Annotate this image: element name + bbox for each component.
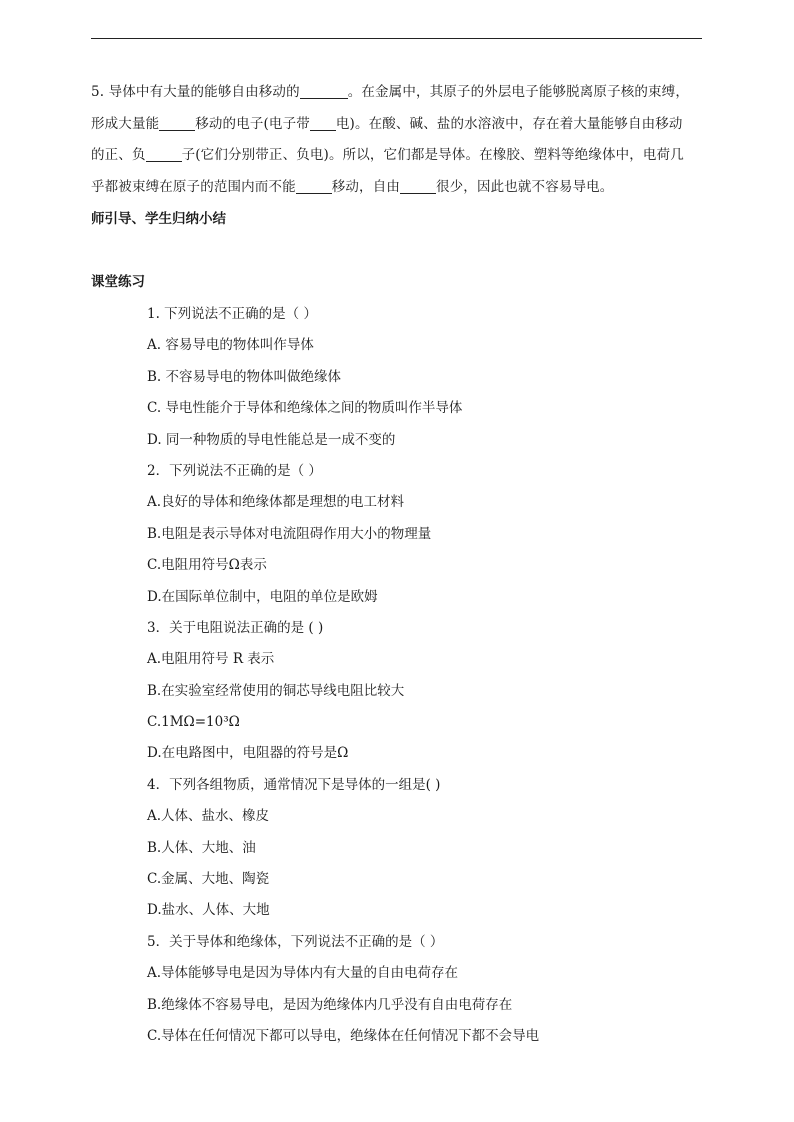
blank-1 xyxy=(300,83,348,99)
option-c: C.导体在任何情况下都可以导电，绝缘体在任何情况下都不会导电 xyxy=(147,1027,540,1044)
option-b: B.绝缘体不容易导电，是因为绝缘体内几乎没有自由电荷存在 xyxy=(147,996,513,1013)
paragraph-line xyxy=(91,77,703,109)
option-d: D.在国际单位制中，电阻的单位是欧姆 xyxy=(147,588,378,605)
paragraph-text: 子(它们分别带正、负电)。所以，它们都是导体。在橡胶、塑料等绝缘体中，电荷几 xyxy=(181,147,684,163)
option-d: D.盐水、人体、大地 xyxy=(147,902,270,919)
paragraph-text: 移动的电子(电子带 xyxy=(195,115,310,132)
header-rule xyxy=(91,38,702,39)
option-a: A.导体能够导电是因为导体内有大量的自由电荷存在 xyxy=(147,965,459,982)
blank-5 xyxy=(296,178,332,194)
blank-6 xyxy=(400,178,436,194)
summary-heading: 师引导、学生归纳小结 xyxy=(91,211,226,227)
paragraph-text: 移动，自由 xyxy=(331,178,400,195)
paragraph-text: 5. 导体中有大量的能够自由移动的 xyxy=(91,84,300,100)
option-c: C. 导电性能介于导体和绝缘体之间的物质叫作半导体 xyxy=(147,400,463,417)
option-d: D.在电路图中，电阻器的符号是Ω xyxy=(147,745,349,762)
paragraph-line xyxy=(91,109,703,141)
paragraph-text: 形成大量能 xyxy=(91,115,160,132)
practice-heading: 课堂练习 xyxy=(91,274,145,290)
option-a: A.电阻用符号 R 表示 xyxy=(147,651,275,668)
question-stem: 5．关于导体和绝缘体，下列说法不正确的是（ ） xyxy=(147,933,444,950)
paragraph-line xyxy=(91,140,703,172)
option-d: D. 同一种物质的导电性能总是一成不变的 xyxy=(147,431,396,448)
option-c: C.金属、大地、陶瓷 xyxy=(147,871,270,888)
paragraph-text: 电)。在酸、碱、盐的水溶液中，存在着大量能够自由移动 xyxy=(335,115,683,132)
paragraph-text: 的正、负 xyxy=(91,147,146,163)
question-stem: 2．下列说法不正确的是（ ） xyxy=(147,462,322,479)
paragraph-text: 。在金属中，其原子的外层电子能够脱离原子核的束缚， xyxy=(347,84,689,100)
option-c: C.电阻用符号Ω表示 xyxy=(147,557,267,574)
question-stem: 1. 下列说法不正确的是（ ） xyxy=(147,306,317,322)
paragraph-text: 乎都被束缚在原子的范围内而不能 xyxy=(91,178,296,195)
option-b: B.电阻是表示导体对电流阻碍作用大小的物理量 xyxy=(147,525,432,542)
blank-3 xyxy=(310,115,336,131)
fill-in-paragraph xyxy=(91,77,703,203)
paragraph-text: 很少，因此也就不容易导电。 xyxy=(436,178,614,195)
option-b: B.在实验室经常使用的铜芯导线电阻比较大 xyxy=(147,682,405,699)
question-stem: 3．关于电阻说法正确的是 ( ) xyxy=(147,619,324,636)
option-a: A.良好的导体和绝缘体都是理想的电工材料 xyxy=(147,494,405,511)
exercise-list xyxy=(147,299,707,1052)
paragraph-line xyxy=(91,172,703,204)
blank-4 xyxy=(146,146,182,162)
question-stem: 4．下列各组物质，通常情况下是导体的一组是( ) xyxy=(147,776,441,793)
option-b: B.人体、大地、油 xyxy=(147,839,256,856)
blank-2 xyxy=(159,115,195,131)
option-b: B. 不容易导电的物体叫做绝缘体 xyxy=(147,368,342,385)
option-a: A. 容易导电的物体叫作导体 xyxy=(147,337,314,354)
option-a: A.人体、盐水、橡皮 xyxy=(147,808,270,825)
option-c: C.1MΩ=10³Ω xyxy=(147,714,240,731)
